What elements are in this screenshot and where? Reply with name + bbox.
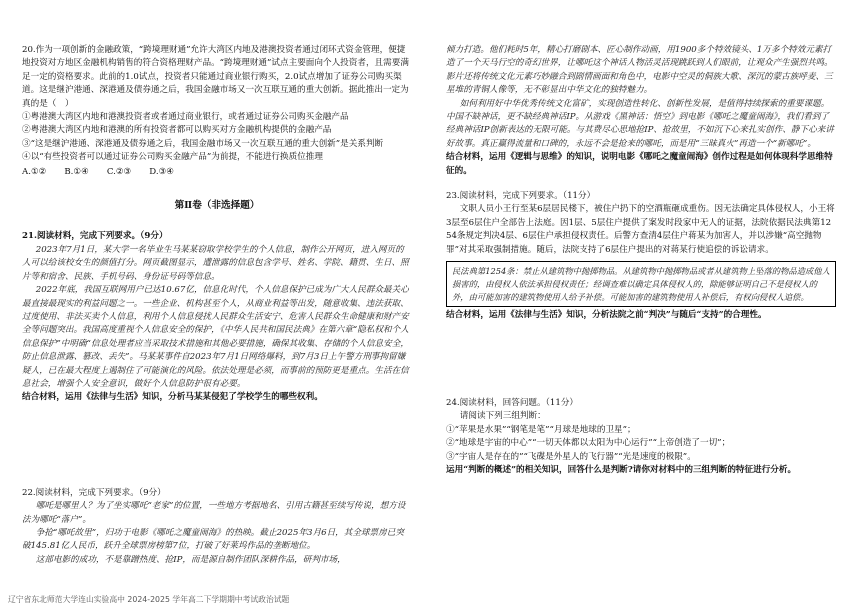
q24-title: 24.阅读材料，回答问题。（11分） xyxy=(446,397,579,408)
q24-judgment-1: ①“苹果是水果”“钢笔是笔”“月球是地球的卫星”； xyxy=(446,424,636,435)
answer-space xyxy=(446,178,836,190)
q20-choice-c: C.②③ xyxy=(106,166,132,177)
q20-choice-a: A.①② xyxy=(22,166,47,177)
left-column xyxy=(22,44,412,567)
q24-judgment-2: ②“地球是宇宙的中心”“一切天体都以太阳为中心运行”“上帝创造了一切”； xyxy=(446,438,731,449)
q20-option-4: ④以“有些投资者可以通过证券公司购买金融产品”为前提，不能进行换质位推理 xyxy=(22,152,323,163)
q22-paragraph-5: 如何利用好中华优秀传统文化富矿，实现创造性转化、创新性发展，是值得持续探索的重要课题。中国不缺神话，更不缺经典神话IP。从游戏《黑神话：悟空》到电影《哪吒之魔童闹海》，我们看到了经典神话IP创新表达的无限可能。与其费尽心思地抢IP、抢故里，不如沉下心来扎实创作、静下心来讲好故事。真正赢得流量和口碑的，永远不会是抢来的哪吒，而是用“三昧真火”再造一个“新哪吒”。 xyxy=(446,98,834,149)
q23-paragraph-1: 文职人员小王行至某6层居民楼下，被住户扔下的空酒瓶砸成重伤。因无法确定具体侵权人，小王将3层至6层住户全部告上法庭。因1层、5层住户提供了案发时段家中无人的证据，法院依据民法典第1254条规定判决4层、6层住户承担侵权责任。后警方查清4层住户蒋某为加害人，并以涉嫌“高空抛物罪”对其采取强制措施。随后，法院支持了6层住户提出的对蒋某行使追偿的诉讼请求。 xyxy=(446,204,835,255)
q22-paragraph-2: 争抢“哪吒故里”，归功于电影《哪吒之魔童闹海》的热映。截止2025年3月6日，其全球票房已突破145.81亿人民币，跃升全球票房榜第7位，打破了好莱坞作品的垄断地位。 xyxy=(22,527,404,552)
law-article-box xyxy=(446,261,836,307)
q21-paragraph-1: 2023年7月1日，某大学一名毕业生马某某窃取学校学生的个人信息，制作公开网页，进入网页的人可以给该校女生的颜值打分。网页截图显示，遭泄露的信息包含学号、姓名、学院、籍贯、生日、照片等和宿舍、民族、手机号码、身份证号码等信息。 xyxy=(22,244,409,282)
q20-option-2: ②粤港澳大湾区内地和港澳的所有投资者都可以购买对方金融机构提供的金融产品 xyxy=(22,125,332,136)
q20-choices xyxy=(22,166,412,179)
q20-choice-b: B.①④ xyxy=(64,166,89,177)
section-title: 第Ⅱ卷（非选择题） xyxy=(174,200,260,212)
q24-judgment-3: ③“宇宙人是存在的”“飞碟是外星人的飞行器”“光是速度的极限”。 xyxy=(446,451,696,462)
answer-space xyxy=(446,323,836,397)
answer-space xyxy=(22,405,412,487)
q22-paragraph-3: 这部电影的成功，不是靠蹭热度、抢IP，而是源自制作团队深耕作品，研判市场， xyxy=(35,554,346,565)
q22-paragraph-1: 哪吒是哪里人？为了坐实哪吒“老家”的位置，一些地方考据地名、引用古籍甚至续写传说，想方设法为哪吒“落户”。 xyxy=(22,501,406,525)
q24-intro: 请阅读下列三组判断： xyxy=(459,411,546,422)
q20-option-1: ①粤港澳大湾区内地和港澳投资者或者通过商业银行，或者通过证券公司购买金融产品 xyxy=(22,112,349,123)
law-article-text: 民法典第1254条：禁止从建筑物中抛掷物品。从建筑物中抛掷物品或者从建筑物上坠落的物品造成他人损害的，由侵权人依法承担侵权责任；经调查难以确定具体侵权人的，除能够证明自己不是侵权人的外，由可能加害的建筑物使用人给予补偿。可能加害的建筑物使用人补偿后，有权向侵权人追偿。 xyxy=(452,266,830,302)
q21-paragraph-2: 2022年底，我国互联网用户已达10.67亿，信息化时代，个人信息保护已成为广大人民群众最关心最直接最现实的利益问题之一。一些企业、机构甚至个人，从商业利益等出发，随意收集、违法获取、过度使用、非法买卖个人信息，利用个人信息侵扰人民群众生活安宁、危害人民群众生命健康和财产安全等问题突出。我国高度重视个人信息安全的保护，《中华人民共和国民法典》在第六章“隐私权和个人信息保护”中明确“信息处理者应当采取技术措施和其他必要措施，确保其收集、存储的个人信息安全，防止信息泄露、篡改、丢失”。马某某事件自2023年7月1日网络爆料，到7月3日上午警方刑事拘留嫌疑人，已在最大程度上遏制住了可能演化的风险。依法处理是必须，而事前的预防更是重点。生活在信息社会，增强个人安全意识，做好个人信息防护很有必要。 xyxy=(22,285,409,389)
q23-title: 23.阅读材料，完成下列要求。（11分） xyxy=(446,191,596,202)
q24-requirement: 运用“判断的概述”的相关知识，回答什么是判断?请你对材料中的三组判断的特征进行分析。 xyxy=(446,464,797,475)
q20-choice-d: D.③④ xyxy=(149,166,174,177)
q21-requirement: 结合材料，运用《法律与生活》知识，分析马某某侵犯了学校学生的哪些权利。 xyxy=(22,392,323,403)
q20-option-3: ③“这是继沪港通、深港通及债券通之后，我国金融市场又一次互联互通的重大创新”是关系判断 xyxy=(22,138,384,149)
q20-stem: 20.作为一项创新的金融政策，“跨境理财通”允许大湾区内地及港澳投资者通过闭环式资金管理，便捷地投资对方地区金融机构销售的符合资格理财产品。“跨境理财通”试点主要面向个人投资者，且需要满足一定的资格要求。此前的1.0试点，投资者只能通过商业银行购买，2.0试点增加了证券公司购买渠道。这是继沪港通、深港通及债券通之后，我国金融市场又一次互联互通的重大创新。据此推出一定为真的是（ ） xyxy=(22,45,409,109)
q22-title: 22.阅读材料，完成下列要求。（9分） xyxy=(22,487,166,498)
page-footer: 辽宁省东北师范大学连山实验高中 2024-2025 学年高二下学期期中考试政治试题 xyxy=(8,595,290,604)
q23-requirement: 结合材料，运用《法律与生活》知识，分析法院之前“判决”与随后“支持”的合理性。 xyxy=(446,310,767,321)
q22-paragraph-4: 倾力打造。他们耗时5年，精心打磨剧本、匠心制作动画，用1900多个特效镜头、1万多个特效元素打造了一个天马行空的奇幻世界，让哪吒这个神话人物活灵活现跳跃到人们眼前，让观众产生强烈共鸣。影片还将传统文化元素巧妙融合到剧情画面和角色中，电影中空灵的侗族大歌、深沉的蒙古族呼麦、三星堆的青铜人像等，无不彰显出中华文化的独特魅力。 xyxy=(446,45,833,96)
q22-requirement: 结合材料，运用《逻辑与思维》的知识，说明电影《哪吒之魔童闹海》创作过程是如何体现科学思维特征的。 xyxy=(446,152,833,176)
q21-title: 21.阅读材料，完成下列要求。（9分） xyxy=(22,231,168,242)
right-column xyxy=(446,44,836,477)
